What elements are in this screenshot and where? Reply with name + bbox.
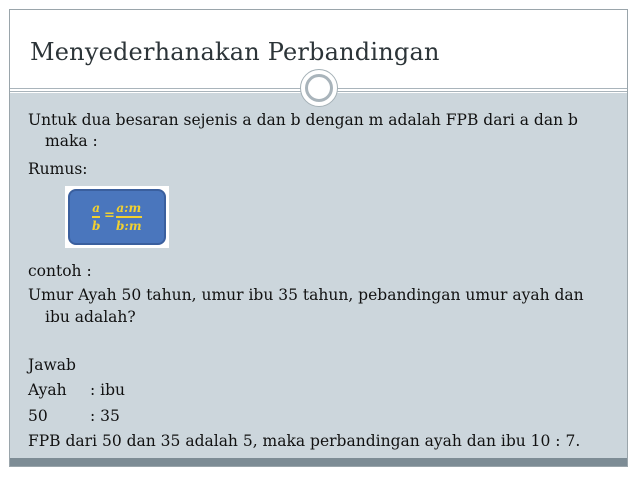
bottom-bar [10,458,627,466]
formula-image [65,186,169,248]
formula-right-denominator: b:m [116,218,142,233]
formula-panel [68,189,166,245]
intro-line-2: maka : [45,132,98,150]
answer-row-1-left: Ayah [28,381,67,399]
formula-right-fraction [116,201,142,233]
decorative-ring-icon [305,74,333,102]
contoh-label: contoh : [28,262,92,280]
soal-line-1: Umur Ayah 50 tahun, umur ibu 35 tahun, pebandingan umur ayah dan [28,286,584,304]
answer-row-2-right: : 35 [90,407,120,425]
formula-equals: = [104,208,115,223]
answer-row-1-right: : ibu [90,381,126,399]
fraction-bar [92,216,100,218]
slide-title: Menyederhanakan Perbandingan [30,38,440,66]
conclusion-line: FPB dari 50 dan 35 adalah 5, maka perbandingan ayah dan ibu 10 : 7. [28,432,581,450]
formula-left-denominator: b [92,218,101,233]
fraction-bar [116,216,142,218]
soal-line-2: ibu adalah? [45,308,136,326]
intro-line-1: Untuk dua besaran sejenis a dan b dengan m adalah FPB dari a dan b [28,111,578,129]
jawab-label: Jawab [28,356,76,374]
answer-row-2-left: 50 [28,407,48,425]
formula-right-numerator: a:m [116,201,142,215]
formula-left-fraction [92,201,100,233]
rumus-label: Rumus: [28,160,88,178]
formula-left-numerator: a [92,201,101,215]
